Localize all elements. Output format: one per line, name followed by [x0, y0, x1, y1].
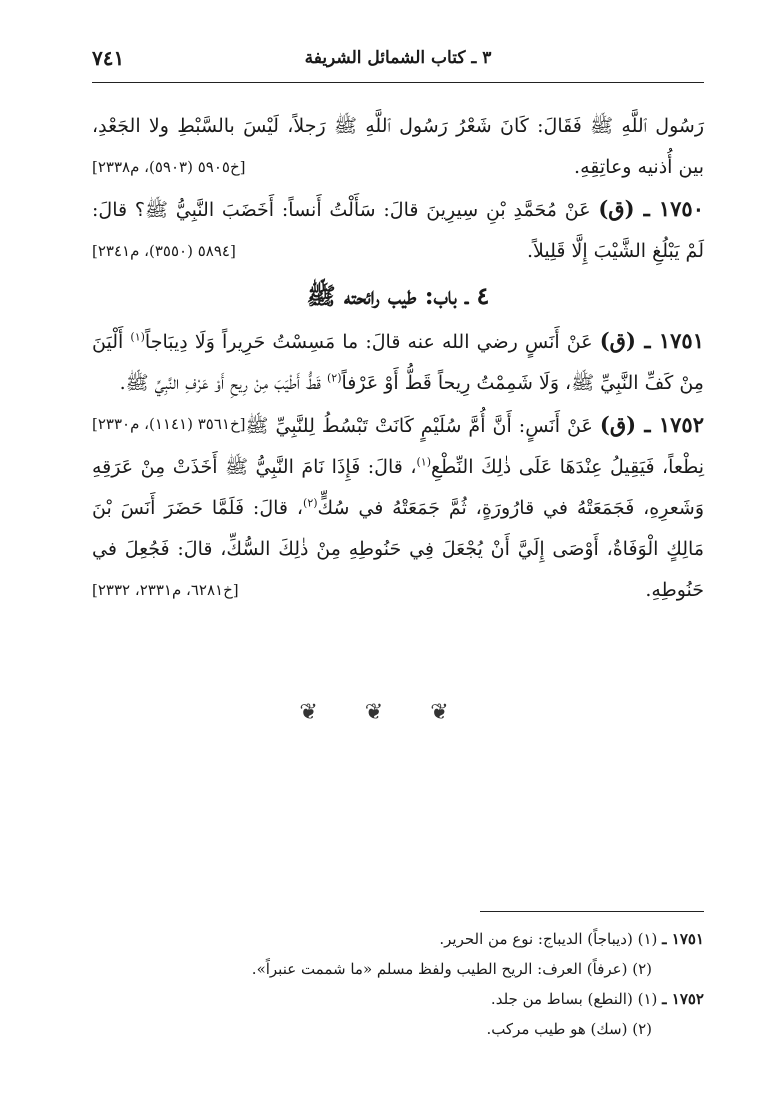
chapter-heading: ٤ ـ باب: طيب رائحته ﷺ [306, 281, 490, 310]
hadith-reference: [خ٦٢٨١، م٢٣٣١، ٢٣٣٢] [92, 581, 239, 599]
footnote [92, 954, 704, 984]
hadith-text: عَنْ مُحَمَّدِ بْنِ سِيرِينَ قالَ: سَأَلْتُ أَنساً: أَخَضَبَ النَّبِيُّ ﷺ؟ قالَ: لَمْ يَبْلُغِ الشَّيْبَ إِلَّا قَلِيلاً. [92, 199, 704, 262]
footnotes [92, 924, 704, 1044]
section-ornament: ❦ ❦ ❦ [299, 700, 469, 725]
paragraph-continuation [92, 106, 704, 188]
hadith-text: قَطُّ أَطْيَبَ مِنْ رِيحِ أَوْ عَرْفِ النَّبِيِّ ﷺ. [119, 372, 321, 394]
footnote-marker: (٢) [303, 496, 318, 510]
footnote-marker: (١) [416, 455, 431, 469]
footnote-text: (٢) (عرفاً) العرف: الريح الطيب ولفظ مسلم «ما شممت عنبراً». [251, 960, 652, 978]
paragraph-text: رَسُول ٱللَّهِ ﷺ فَقَالَ: كَانَ شَعْرُ رَسُول ٱللَّهِ ﷺ رَجلاً، لَيْسَ بالسَّبْطِ ولا الجَعْدِ، بين أُذنيه وعاتِقِهِ. [92, 115, 704, 178]
footnote-divider [480, 911, 704, 912]
footnote [92, 924, 704, 954]
hadith-reference: [خ٣٥٦١ (١١٤١)، م٢٣٣٠] [92, 415, 246, 433]
hadith-number: ١٧٥٢ ـ (ق) [599, 412, 704, 437]
hadith-text: عَنْ أَنَسٍ رضي الله عنه قالَ: ما مَسِسْتُ حَرِيراً وَلَا دِيبَاجاً [144, 331, 593, 353]
footnote-text: (٢) (سك) هو طيب مركب. [486, 1020, 652, 1038]
footnote-hadith-number: ١٧٥٢ ـ [662, 990, 704, 1008]
hadith-1750 [92, 188, 704, 272]
hadith-text: ، قالَ: فَإِذَا نَامَ النَّبِيُّ ﷺ أَخَذَتْ مِنْ عَرَقِهِ وَشَعرِهِ، فَجَمَعَتْهُ في قارُورَةٍ، ثُمَّ جَمَعَتْهُ في سُكٍّ [92, 456, 704, 519]
page-number: ٧٤١ [92, 46, 125, 70]
running-title: ٣ ـ كتاب الشمائل الشريفة [304, 48, 492, 68]
hadith-text: ، قالَ: فَلَمَّا حَضَرَ أَنَسَ بْنَ مَالِكٍ الْوَفَاةُ، أَوْصَى إِلَيَّ أَنْ يُجْعَلَ فِي حَنُوطِهِ مِنْ ذٰلِكَ السُّكِّ، قالَ: فَجُعِلَ في حَنُوطِهِ. [92, 497, 704, 601]
footnote-hadith-number: ١٧٥١ ـ [662, 930, 704, 948]
hadith-reference: [٥٨٩٤ (٣٥٥٠)، م٢٣٤١] [92, 242, 236, 260]
hadith-number: ١٧٥٠ ـ (ق) [598, 196, 704, 221]
footnote-text: (١) (ديباجاً) الديباج: نوع من الحرير. [439, 930, 658, 948]
footnote-marker: (٢) [326, 371, 342, 385]
hadith-text: عَنْ أَنَسٍ: أَنَّ أُمَّ سُلَيْمٍ كَانَتْ تَبْسُطُ لِلنَّبِيِّ ﷺ نِطْعاً، فَيَقِيلُ عِنْدَهَا عَلَى ذٰلِكَ النِّطْعِ [245, 415, 704, 478]
hadith-reference: [خ٥٩٠٥ (٥٩٠٣)، م٢٣٣٨] [92, 158, 246, 176]
page-header [92, 42, 704, 83]
main-text [92, 106, 704, 611]
footnote-marker: (١) [130, 330, 145, 344]
footnote [92, 1014, 704, 1044]
footnote-text: (١) (النطع) بساط من جلد. [490, 990, 658, 1008]
footnote [92, 984, 704, 1014]
hadith-text: أَلْيَنَ مِنْ كَفِّ النَّبِيِّ ﷺ، وَلَا شَمِمْتُ رِيحاً قَطُّ أَوْ عَرْفاً [92, 331, 704, 394]
hadith-number: ١٧٥١ ـ (ق) [599, 328, 704, 353]
